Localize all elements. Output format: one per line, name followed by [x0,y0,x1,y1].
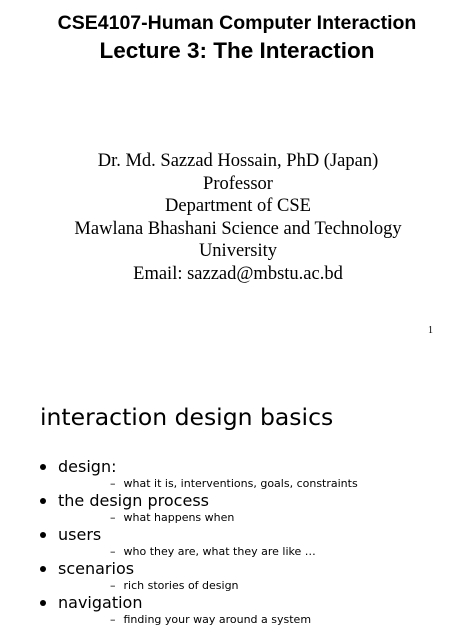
dash-icon: – [110,579,116,592]
bullet-icon [40,498,46,504]
slide-title: interaction design basics [40,403,334,431]
bullet-icon [40,532,46,538]
bullet-label: users [58,525,102,544]
sub-bullet [110,579,239,593]
sub-bullet-text: rich stories of design [123,579,239,592]
sub-bullet [110,613,311,627]
bullet-label: the design process [58,491,209,510]
list-item [40,559,470,593]
dash-icon: – [110,511,116,524]
author-department: Department of CSE [165,196,311,216]
sub-bullet-text: who they are, what they are like … [123,545,316,558]
list-item [40,593,470,627]
lecture-title: Lecture 3: The Interaction [99,38,375,63]
bullet-list [40,457,470,627]
page-number: 1 [428,325,433,336]
dash-icon: – [110,477,116,490]
sub-bullet [110,511,234,525]
author-position: Professor [203,173,273,194]
sub-bullet [110,545,316,559]
list-item [40,525,470,559]
bullet-icon [40,600,46,606]
bullet-icon [40,464,46,470]
sub-bullet [110,477,358,491]
bullet-label: scenarios [58,559,135,578]
bullet-label: navigation [58,593,143,612]
dash-icon: – [110,613,116,626]
bullet-label: design: [58,457,117,476]
sub-bullet-text: what happens when [123,511,235,524]
sub-bullet-text: finding your way around a system [123,613,312,626]
course-title: CSE4107-Human Computer Interaction [57,12,417,34]
sub-bullet-text: what it is, interventions, goals, constraints [123,477,358,490]
author-block [60,150,416,285]
author-name: Dr. Md. Sazzad Hossain, PhD (Japan) [97,151,379,171]
list-item [40,457,470,491]
dash-icon: – [110,545,116,558]
author-institution: Mawlana Bhashani Science and Technology [74,218,402,239]
author-email: Email: sazzad@mbstu.ac.bd [133,263,343,284]
slide-interaction-design-basics [0,395,474,632]
list-item [40,491,470,525]
bullet-icon [40,566,46,572]
author-institution-cont: University [198,241,278,261]
